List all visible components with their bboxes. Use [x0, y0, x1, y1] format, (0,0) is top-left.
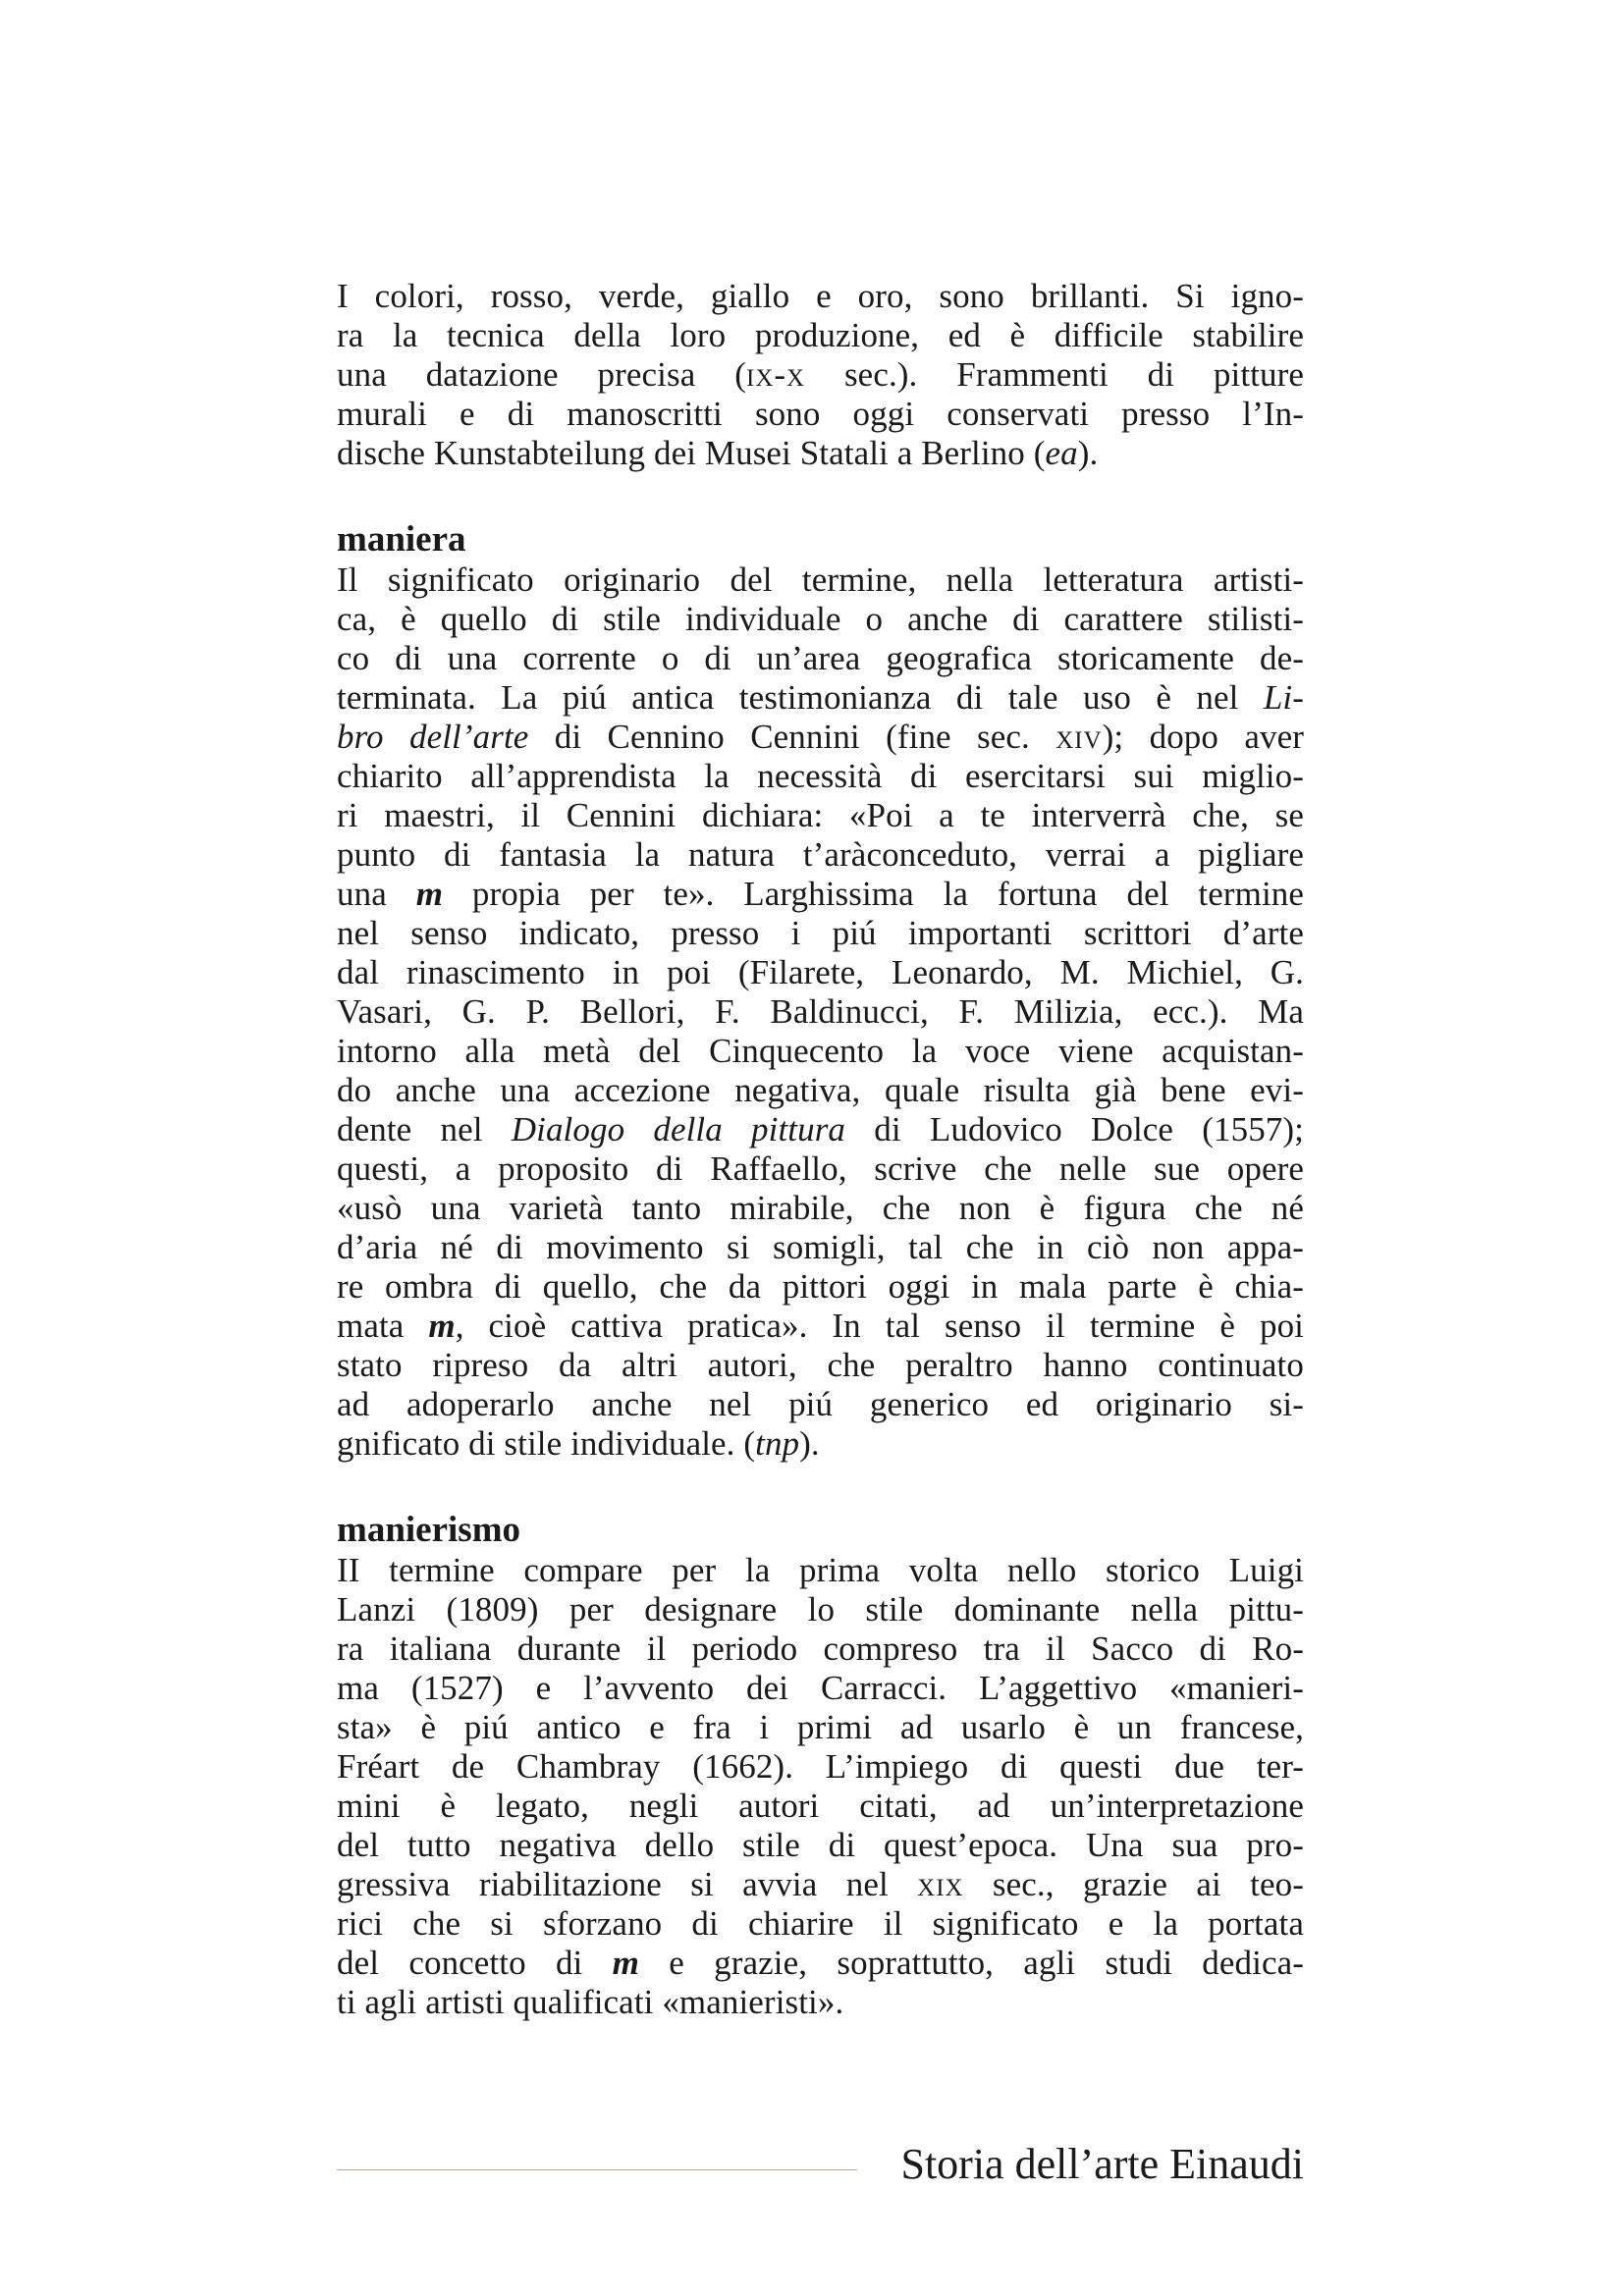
text-run: una datazione precisa ( — [337, 355, 746, 394]
entry-body — [337, 1551, 1304, 2022]
text-run: , cioè cattiva pratica». In tal senso il termine è poi — [455, 1307, 1304, 1345]
text-run: terminata. La piú antica testimonianza di tale uso è nel — [337, 678, 1264, 717]
text-line: ra italiana durante il periodo compreso tra il Sacco di Ro- — [337, 1629, 1304, 1668]
page-footer — [337, 2140, 1304, 2189]
entry-heading: manierismo — [337, 1510, 521, 1550]
text-line: stato ripreso da altri autori, che peraltro hanno continuato — [337, 1346, 1304, 1384]
text-line: ad adoperarlo anche nel piú generico ed originario si- — [337, 1385, 1304, 1423]
text-run: mata — [337, 1307, 429, 1345]
author-initials: ea — [1045, 434, 1078, 472]
text-line: ra la tecnica della loro produzione, ed è difficile stabilire — [337, 316, 1304, 354]
text-line: do anche una accezione negativa, quale risulta già bene evi- — [337, 1071, 1304, 1109]
text-line: del tutto negativa dello stile di quest’epoca. Una sua pro- — [337, 1826, 1304, 1864]
text-line: intorno alla metà del Cinquecento la voce viene acquistan- — [337, 1032, 1304, 1070]
text-run: ). — [799, 1424, 820, 1463]
author-initials: tnp — [755, 1424, 800, 1463]
text-run: di Cennino Cennini (fine sec. — [528, 718, 1056, 756]
text-run: del concetto di — [337, 1944, 613, 1982]
footer-title: Storia dell’arte Einaudi — [900, 2140, 1304, 2188]
italic-title: Dialogo della pittura — [511, 1110, 846, 1148]
text-line — [337, 875, 1304, 914]
text-run: ). — [1077, 434, 1099, 472]
text-run: propia per te». Larghissima la fortuna del termine — [443, 875, 1304, 913]
text-line: Il significato originario del termine, nella letteratura artisti- — [337, 561, 1304, 599]
text-line: chiarito all’apprendista la necessità di esercitarsi sui miglio- — [337, 757, 1304, 795]
text-run: gressiva riabilitazione si avvia nel — [337, 1865, 918, 1903]
entry-body — [337, 561, 1304, 1464]
text-line: d’aria né di movimento si somigli, tal che in ciò non appa- — [337, 1228, 1304, 1266]
text-line: ri maestri, il Cennini dichiara: «Poi a te interverrà che, se — [337, 796, 1304, 834]
text-line: mini è legato, negli autori citati, ad un’interpretazione — [337, 1787, 1304, 1825]
entry-abbreviation: m — [415, 875, 444, 913]
text-column — [337, 277, 1304, 2022]
italic-title: bro dell’arte — [337, 718, 529, 756]
footer-rule — [337, 2169, 857, 2170]
text-line: ca, è quello di stile individuale o anche di carattere stilisti- — [337, 600, 1304, 638]
entry-manierismo — [337, 1511, 1304, 2022]
text-line: dal rinascimento in poi (Filarete, Leonardo, M. Michiel, G. — [337, 953, 1304, 991]
entry-maniera — [337, 520, 1304, 1464]
text-line: Fréart de Chambray (1662). L’impiego di questi due ter- — [337, 1747, 1304, 1786]
text-line: rici che si sforzano di chiarire il significato e la portata — [337, 1904, 1304, 1943]
text-line: II termine compare per la prima volta nello storico Luigi — [337, 1551, 1304, 1589]
text-line — [337, 1424, 1304, 1464]
text-line: re ombra di quello, che da pittori oggi in mala parte è chia- — [337, 1267, 1304, 1306]
century-smallcaps: ix-x — [746, 355, 806, 394]
text-line: questi, a proposito di Raffaello, scrive che nelle sue opere — [337, 1149, 1304, 1188]
text-run: una — [337, 875, 416, 913]
text-line — [337, 718, 1304, 757]
intro-paragraph — [337, 277, 1304, 473]
text-run: dische Kunstabteilung dei Musei Statali a Berlino ( — [337, 434, 1046, 472]
entry-abbreviation: m — [612, 1944, 639, 1982]
century-smallcaps: xiv — [1055, 718, 1103, 756]
text-line: punto di fantasia la natura t’aràconceduto, verrai a pigliare — [337, 835, 1304, 874]
text-run: sec., grazie ai teo- — [963, 1865, 1304, 1903]
text-line — [337, 678, 1304, 718]
text-line — [337, 1865, 1304, 1904]
text-line: co di una corrente o di un’area geografica storicamente de- — [337, 639, 1304, 677]
text-line: ma (1527) e l’avvento dei Carracci. L’aggettivo «manieri- — [337, 1669, 1304, 1707]
text-line — [337, 434, 1304, 473]
text-line: nel senso indicato, presso i piú importanti scrittori d’arte — [337, 914, 1304, 952]
text-line — [337, 1307, 1304, 1346]
text-run: dente nel — [337, 1110, 512, 1148]
text-line — [337, 1944, 1304, 1983]
text-line: murali e di manoscritti sono oggi conservati presso l’In- — [337, 395, 1304, 433]
text-line: «usò una varietà tanto mirabile, che non è figura che né — [337, 1189, 1304, 1227]
entry-abbreviation: m — [428, 1307, 456, 1345]
text-run: gnificato di stile individuale. ( — [337, 1424, 756, 1463]
text-run: sec.). Frammenti di pitture — [805, 355, 1304, 394]
text-line: Vasari, G. P. Bellori, F. Baldinucci, F. Milizia, ecc.). Ma — [337, 992, 1304, 1031]
text-run: e grazie, soprattutto, agli studi dedica- — [638, 1944, 1304, 1982]
text-run: ); dopo aver — [1102, 718, 1304, 756]
text-line: Lanzi (1809) per designare lo stile dominante nella pittu- — [337, 1590, 1304, 1629]
italic-title: Li- — [1263, 678, 1304, 717]
text-line: ti agli artisti qualificati «manieristi». — [337, 1983, 844, 2021]
century-smallcaps: xix — [917, 1865, 964, 1903]
text-run: di Ludovico Dolce (1557); — [845, 1110, 1304, 1148]
text-line — [337, 355, 1304, 395]
entry-heading: maniera — [337, 519, 466, 560]
text-line — [337, 1110, 1304, 1149]
text-line: I colori, rosso, verde, giallo e oro, sono brillanti. Si igno- — [337, 277, 1304, 315]
text-line: sta» è piú antico e fra i primi ad usarlo è un francese, — [337, 1708, 1304, 1746]
